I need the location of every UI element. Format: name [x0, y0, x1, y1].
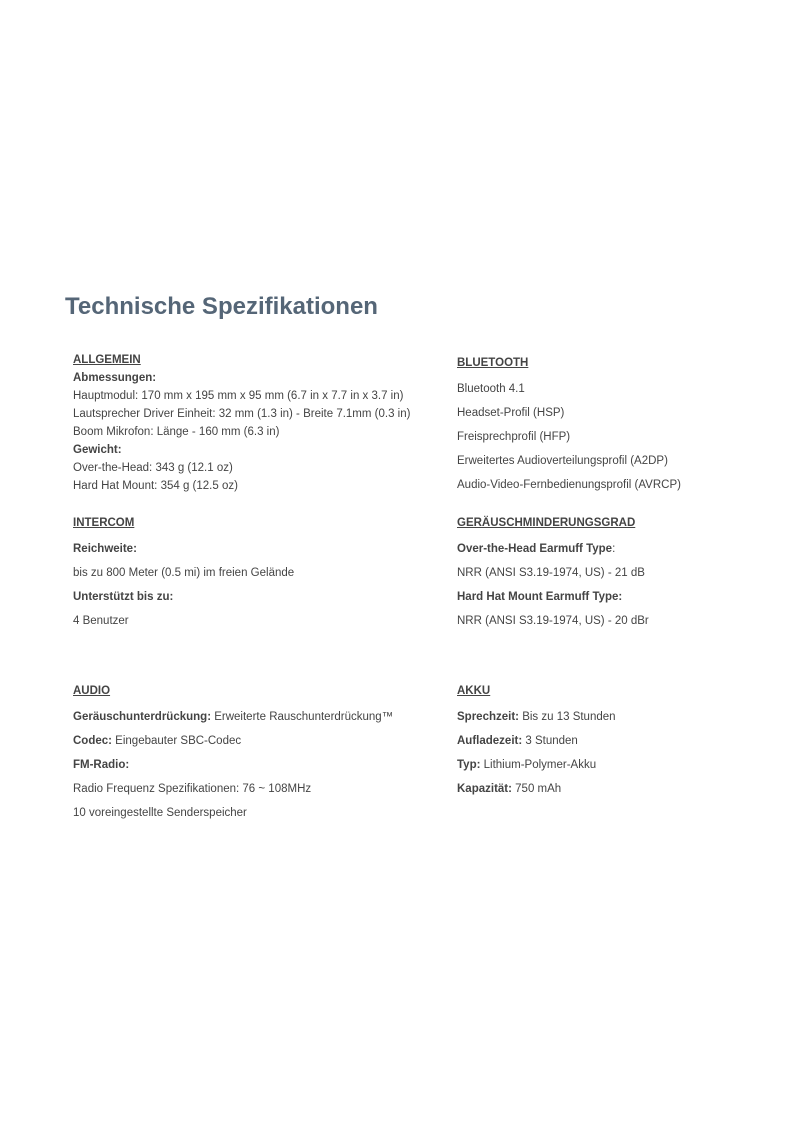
section-audio	[73, 682, 393, 825]
section-geraeuschminderung	[457, 514, 649, 633]
benutzer-value: 4 Benutzer	[73, 615, 129, 627]
list-item: Erweitertes Audioverteilungsprofil (A2DP)	[457, 455, 668, 467]
hard-hat-earmuff-label: Hard Hat Mount Earmuff Type:	[457, 591, 623, 603]
lautsprecher-value: Lautsprecher Driver Einheit: 32 mm (1.3 in) - Breite 7.1mm (0.3 in)	[73, 408, 411, 420]
fm-radio-label: FM-Radio:	[73, 759, 130, 771]
typ-row: Typ: Lithium-Polymer-Akku	[457, 759, 597, 771]
benutzer-label: Unterstützt bis zu:	[73, 591, 174, 603]
section-bluetooth	[457, 354, 681, 497]
reichweite-value: bis zu 800 Meter (0.5 mi) im freien Gelände	[73, 567, 295, 579]
list-item: Freisprechprofil (HFP)	[457, 431, 571, 443]
over-the-head-weight: Over-the-Head: 343 g (12.1 oz)	[73, 462, 233, 474]
hauptmodul-value: Hauptmodul: 170 mm x 195 mm x 95 mm (6.7 in x 7.7 in x 3.7 in)	[73, 390, 404, 402]
section-heading-bluetooth: BLUETOOTH	[457, 357, 529, 369]
section-heading-intercom: INTERCOM	[73, 517, 135, 529]
hard-hat-weight: Hard Hat Mount: 354 g (12.5 oz)	[73, 480, 238, 492]
sprechzeit-row: Sprechzeit: Bis zu 13 Stunden	[457, 711, 616, 723]
list-item: Audio-Video-Fernbedienungsprofil (AVRCP)	[457, 479, 681, 491]
section-allgemein	[73, 351, 410, 495]
reichweite-label: Reichweite:	[73, 543, 137, 555]
section-heading-audio: AUDIO	[73, 685, 111, 697]
aufladezeit-row: Aufladezeit: 3 Stunden	[457, 735, 578, 747]
over-the-head-earmuff-label: Over-the-Head Earmuff Type:	[457, 543, 616, 555]
list-item: Bluetooth 4.1	[457, 383, 525, 395]
gewicht-label: Gewicht:	[73, 444, 122, 456]
section-intercom	[73, 514, 294, 633]
over-the-head-nrr-value: NRR (ANSI S3.19-1974, US) - 21 dB	[457, 567, 645, 579]
hard-hat-nrr-value: NRR (ANSI S3.19-1974, US) - 20 dBr	[457, 615, 649, 627]
noise-cancellation-row: Geräuschunterdrückung: Erweiterte Rauschunterdrückung™	[73, 711, 394, 723]
list-item: Headset-Profil (HSP)	[457, 407, 565, 419]
kapazitaet-row: Kapazität: 750 mAh	[457, 783, 562, 795]
section-heading-geraeuschminderung: GERÄUSCHMINDERUNGSGRAD	[457, 517, 636, 529]
page-title: Technische Spezifikationen	[65, 293, 378, 320]
fm-frequency-value: Radio Frequenz Spezifikationen: 76 ~ 108MHz	[73, 783, 312, 795]
codec-row: Codec: Eingebauter SBC-Codec	[73, 735, 242, 747]
section-akku	[457, 682, 616, 801]
abmessungen-label: Abmessungen:	[73, 372, 157, 384]
section-heading-allgemein: ALLGEMEIN	[73, 354, 141, 366]
section-heading-akku: AKKU	[457, 685, 491, 697]
fm-presets-value: 10 voreingestellte Senderspeicher	[73, 807, 247, 819]
boom-mikrofon-value: Boom Mikrofon: Länge - 160 mm (6.3 in)	[73, 426, 280, 438]
